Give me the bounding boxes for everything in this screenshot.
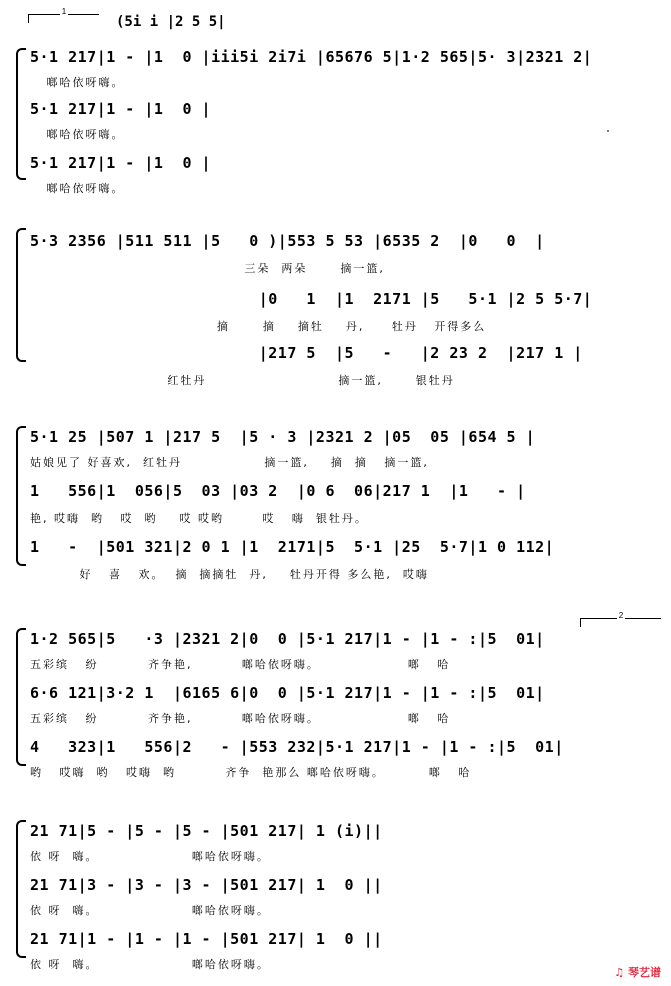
lyric-line: 红牡丹 摘一篮, 银牡丹 [30, 374, 455, 387]
lyric-line: 姑娘见了 好喜欢, 红牡丹 摘一篮, 摘 摘 摘一篮, [30, 456, 429, 469]
system-3 [0, 420, 671, 590]
lyric-line: 啷哈依呀嗨。 [30, 128, 125, 141]
notation-line: 1 556|1 056|5 03 |03 2 |0 6 06|217 1 |1 - | [30, 482, 526, 500]
notation-line: 4 323|1 556|2 - |553 232|5·1 217|1 - |1 - :|5 01| [30, 738, 564, 756]
system-4 [0, 611, 671, 788]
system-5 [0, 816, 671, 976]
notation-line: 21 71|5 - |5 - |5 - |501 217| 1 (i)|| [30, 822, 383, 840]
lyric-line: 依 呀 嗨。 啷哈依呀嗨。 [30, 958, 270, 971]
notation-line: 1·2 565|5 ·3 |2321 2|0 0 |5·1 217|1 - |1 - :|5 01| [30, 630, 545, 648]
lyric-line: 艳, 哎嗨 哟 哎 哟 哎 哎哟 哎 嗨 银牡丹。 [30, 512, 368, 525]
system-brace [16, 426, 26, 566]
volta-bracket-2: 2 [580, 618, 661, 627]
lyric-line: 五彩缤 纷 齐争艳, 啷哈依呀嗨。 啷 哈 [30, 712, 451, 725]
lyric-line: 哟 哎嗨 哟 哎嗨 哟 齐争 艳那么 啷哈依呀嗨。 啷 哈 [30, 766, 472, 779]
lyric-line: 五彩缤 纷 齐争艳, 啷哈依呀嗨。 啷 哈 [30, 658, 451, 671]
notation-line: 21 71|1 - |1 - |1 - |501 217| 1 0 || [30, 930, 383, 948]
volta-bracket-1: 1 [28, 14, 99, 23]
system-brace [16, 628, 26, 766]
lyric-line: 啷哈依呀嗨。 [30, 182, 125, 195]
system-brace [16, 228, 26, 362]
pickup-measure: (5i i |2 5 5| [116, 14, 226, 30]
notation-line: 5·1 217|1 - |1 0 | [30, 154, 212, 172]
notation-line: |0 1 |1 2171 |5 5·1 |2 5 5·7| [30, 290, 593, 308]
system-2 [0, 228, 671, 398]
notation-line: 5·1 217|1 - |1 0 |iii5i 2i7i |65676 5|1·2 565|5· 3|2321 2| [30, 48, 593, 66]
music-note-icon: ♫ [614, 966, 625, 979]
watermark-text: 琴艺谱 [628, 966, 661, 979]
lyric-line: 三朵 两朵 摘一篮, [30, 262, 385, 275]
notation-line: 5·1 25 |507 1 |217 5 |5 · 3 |2321 2 |05 05 |654 5 | [30, 428, 536, 446]
notation-line: 6·6 121|3·2 1 |6165 6|0 0 |5·1 217|1 - |1 - :|5 01| [30, 684, 545, 702]
stray-dot [607, 130, 609, 132]
notation-line: |217 5 |5 - |2 23 2 |217 1 | [30, 344, 583, 362]
watermark-logo [614, 964, 661, 980]
lyric-line: 啷哈依呀嗨。 [30, 76, 125, 89]
lyric-line: 好 喜 欢。 摘 摘摘牡 丹, 牡丹开得 多么艳, 哎嗨 [30, 568, 429, 581]
lyric-line: 依 呀 嗨。 啷哈依呀嗨。 [30, 850, 270, 863]
notation-line: 1 - |501 321|2 0 1 |1 2171|5 5·1 |25 5·7|1 0 112| [30, 538, 555, 556]
system-1 [0, 40, 671, 200]
lyric-line: 摘 摘 摘牡 丹, 牡丹 开得多么 [30, 320, 487, 333]
notation-line: 5·1 217|1 - |1 0 | [30, 100, 212, 118]
system-brace [16, 820, 26, 958]
notation-line: 21 71|3 - |3 - |3 - |501 217| 1 0 || [30, 876, 383, 894]
system-brace [16, 48, 26, 180]
lyric-line: 依 呀 嗨。 啷哈依呀嗨。 [30, 904, 270, 917]
notation-line: 5·3 2356 |511 511 |5 0 )|553 5 53 |6535 2 |0 0 | [30, 232, 545, 250]
